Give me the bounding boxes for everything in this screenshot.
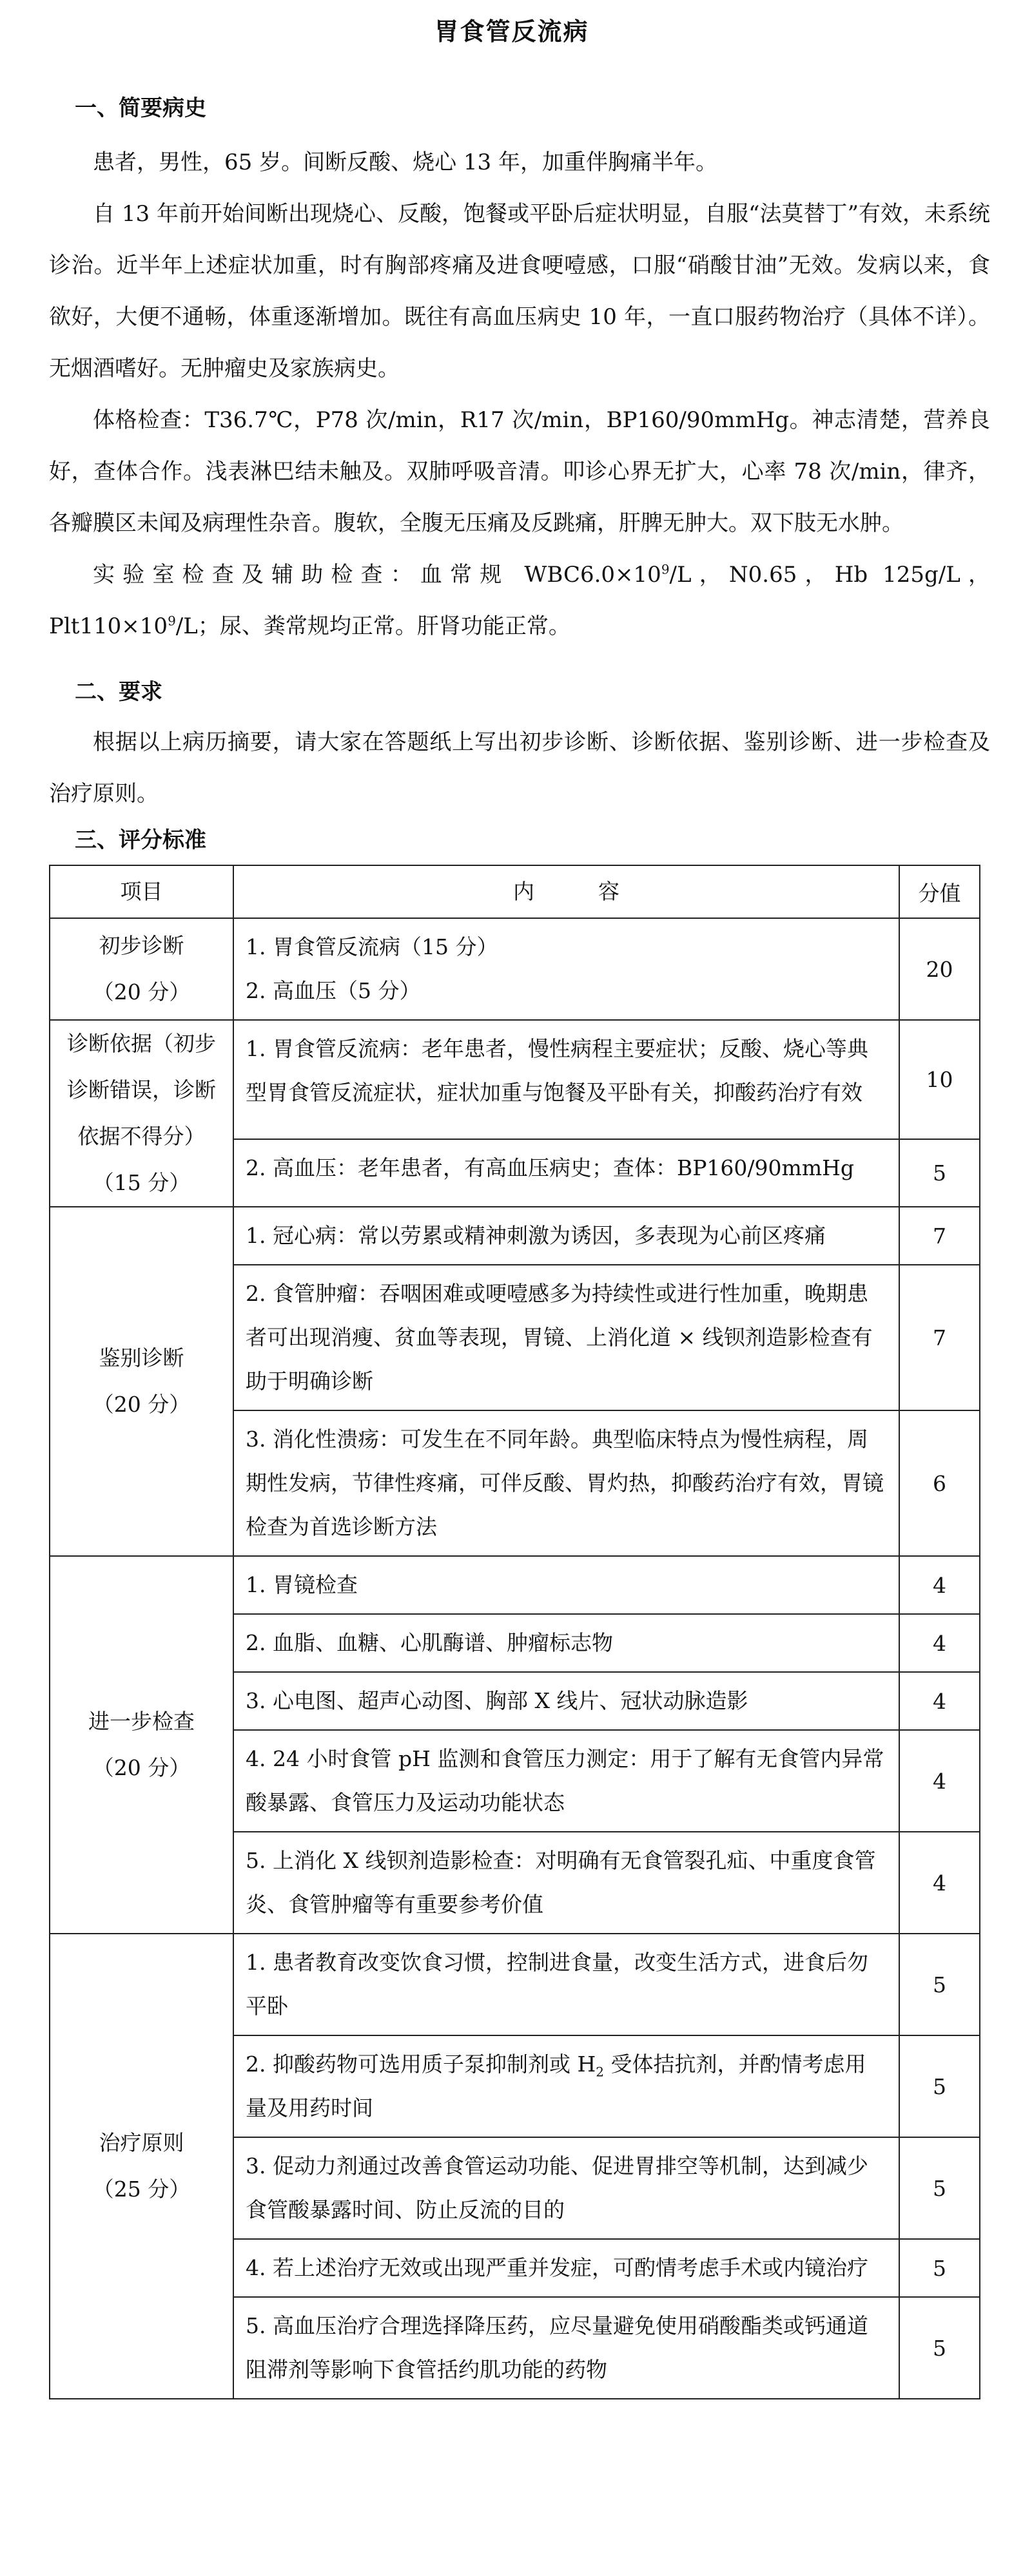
group-treatment-principles: 治疗原则 （25 分）	[50, 1934, 233, 2399]
group-diagnostic-basis: 诊断依据（初步诊断错误，诊断依据不得分） （15 分）	[50, 1020, 233, 1207]
differential-item-1: 1. 冠心病：常以劳累或精神刺激为诱因，多表现为心前区疼痛	[233, 1207, 899, 1265]
scoring-table	[49, 865, 980, 2399]
further-item-5: 5. 上消化 X 线钡剂造影检查：对明确有无食管裂孔疝、中重度食管炎、食管肿瘤等有重要参考价值	[233, 1832, 899, 1934]
history-paragraph-2: 自 13 年前开始间断出现烧心、反酸，饱餐或平卧后症状明显，自服“法莫替丁”有效，未系统诊治。近半年上述症状加重，时有胸部疼痛及进食哽噎感，口服“硝酸甘油”无效。发病以来，食欲好，大便不通畅，体重逐渐增加。既往有高血压病史 10 年，一直口服药物治疗（具体不详）。无烟酒嗜好。无肿瘤史及家族病史。	[49, 201, 990, 381]
further-item-4-score: 4	[899, 1730, 980, 1832]
initial-diagnosis-score: 20	[899, 918, 980, 1020]
differential-item-2: 2. 食管肿瘤：吞咽困难或哽噎感多为持续性或进行性加重，晚期患者可出现消瘦、贫血等表现，胃镜、上消化道 × 线钡剂造影检查有助于明确诊断	[233, 1265, 899, 1410]
table-row	[50, 1207, 980, 1265]
basis-item-2: 2. 高血压：老年患者，有高血压病史；查体：BP160/90mmHg	[233, 1139, 899, 1207]
further-item-3: 3. 心电图、超声心动图、胸部 X 线片、冠状动脉造影	[233, 1672, 899, 1730]
group-differential-diagnosis: 鉴别诊断 （20 分）	[50, 1207, 233, 1556]
header-score: 分值	[899, 865, 980, 918]
treatment-item-4-score: 5	[899, 2239, 980, 2297]
treatment-item-3-score: 5	[899, 2137, 980, 2239]
further-item-2: 2. 血脂、血糖、心肌酶谱、肿瘤标志物	[233, 1614, 899, 1672]
further-item-1-score: 4	[899, 1556, 980, 1614]
treatment-item-1: 1. 患者教育改变饮食习惯，控制进食量，改变生活方式，进食后勿平卧	[233, 1934, 899, 2035]
table-row	[50, 1020, 980, 1139]
differential-item-1-score: 7	[899, 1207, 980, 1265]
header-project: 项目	[50, 865, 233, 918]
section-heading-requirement: 二、要求	[75, 679, 162, 705]
treatment-item-2-score: 5	[899, 2035, 980, 2137]
further-item-5-score: 4	[899, 1832, 980, 1934]
table-row	[50, 1556, 980, 1614]
group-initial-diagnosis: 初步诊断 （20 分）	[50, 918, 233, 1020]
treatment-item-5-score: 5	[899, 2297, 980, 2399]
group-further-examination: 进一步检查 （20 分）	[50, 1556, 233, 1934]
further-item-2-score: 4	[899, 1614, 980, 1672]
history-paragraph-1: 患者，男性，65 岁。间断反酸、烧心 13 年，加重伴胸痛半年。	[93, 149, 717, 175]
section-heading-scoring: 三、评分标准	[75, 827, 206, 853]
basis-item-1: 1. 胃食管反流病：老年患者，慢性病程主要症状；反酸、烧心等典型胃食管反流症状，症状加重与饱餐及平卧有关，抑酸药治疗有效	[233, 1020, 899, 1139]
treatment-item-5: 5. 高血压治疗合理选择降压药，应尽量避免使用硝酸酯类或钙通道阻滞剂等影响下食管括约肌功能的药物	[233, 2297, 899, 2399]
basis-item-1-score: 10	[899, 1020, 980, 1139]
treatment-item-1-score: 5	[899, 1934, 980, 2035]
requirement-paragraph: 根据以上病历摘要，请大家在答题纸上写出初步诊断、诊断依据、鉴别诊断、进一步检查及治疗原则。	[49, 729, 990, 807]
further-item-4: 4. 24 小时食管 pH 监测和食管压力测定：用于了解有无食管内异常酸暴露、食管压力及运动功能状态	[233, 1730, 899, 1832]
treatment-item-3: 3. 促动力剂通过改善食管运动功能、促进胃排空等机制，达到减少食管酸暴露时间、防止反流的目的	[233, 2137, 899, 2239]
section-heading-history: 一、简要病史	[75, 95, 206, 121]
history-paragraph-3: 体格检查：T36.7℃，P78 次/min，R17 次/min，BP160/90mmHg。神志清楚，营养良好，查体合作。浅表淋巴结未触及。双肺呼吸音清。叩诊心界无扩大，心率 78 次/min，律齐，各瓣膜区未闻及病理性杂音。腹软，全腹无压痛及反跳痛，肝脾无肿大。双下肢无水肿。	[49, 407, 990, 536]
document-title: 胃食管反流病	[434, 17, 589, 46]
differential-item-3: 3. 消化性溃疡：可发生在不同年龄。典型临床特点为慢性病程，周期性发病，节律性疼痛，可伴反酸、胃灼热，抑酸药治疗有效，胃镜检查为首选诊断方法	[233, 1410, 899, 1556]
history-paragraph-4: 实验室检查及辅助检查：血常规 $WBC6.0\times 10^9/L$，N0.65，Hb 125g/L，$Plt110\times 10^9/L$；尿、粪常规均正常。肝肾功能正常。	[49, 561, 990, 639]
basis-item-2-score: 5	[899, 1139, 980, 1207]
table-row	[50, 1934, 980, 2035]
treatment-item-2: 2. 抑酸药物可选用质子泵抑制剂或 $H_2$ 受体拮抗剂，并酌情考虑用量及用药时间	[233, 2035, 899, 2137]
differential-item-2-score: 7	[899, 1265, 980, 1410]
further-item-1: 1. 胃镜检查	[233, 1556, 899, 1614]
table-header-row	[50, 865, 980, 918]
header-content: 内 容	[233, 865, 899, 918]
treatment-item-4: 4. 若上述治疗无效或出现严重并发症，可酌情考虑手术或内镜治疗	[233, 2239, 899, 2297]
initial-diagnosis-content: 1. 胃食管反流病（15 分） 2. 高血压（5 分）	[233, 918, 899, 1020]
further-item-3-score: 4	[899, 1672, 980, 1730]
table-row	[50, 918, 980, 1020]
differential-item-3-score: 6	[899, 1410, 980, 1556]
